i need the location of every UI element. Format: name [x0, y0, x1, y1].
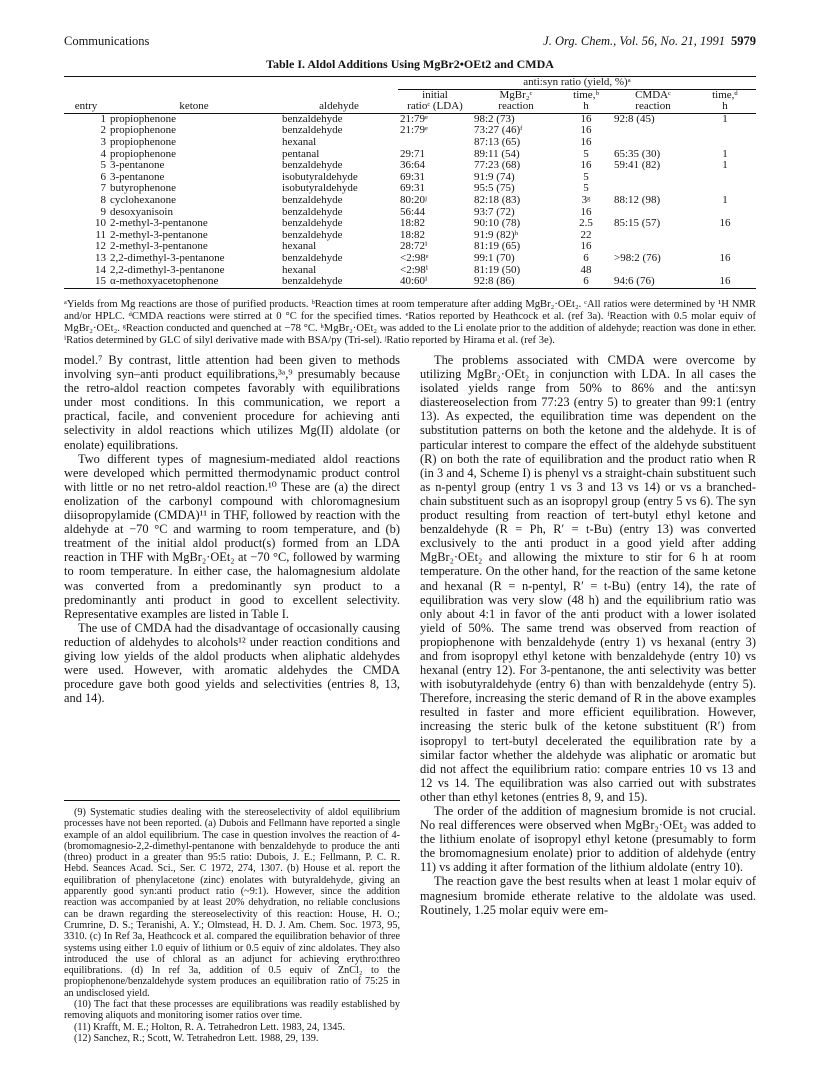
cell-entry: 15	[95, 275, 106, 288]
cell-time-mg: 16	[580, 159, 592, 172]
paragraph: model.⁷ By contrast, little attention had been given to methods involving syn–anti product equilibrations,³ᵃ,⁹ presumably because the retro-aldol reaction competes favorably with equilibrations under most conditions. In this communication, we report a practical, facile, and convenient procedure for achieving anti selectivity in aldol reactions which utilizes Mg(II) aldolate (or enolate) equilibrations.	[64, 353, 400, 452]
reference: (11) Krafft, M. E.; Holton, R. A. Tetrahedron Lett. 1983, 24, 1345.	[74, 1021, 346, 1033]
cell-time-mg: 3ᵍ	[581, 193, 591, 206]
cell-initial-ratio: 28:72ⁱ	[400, 240, 428, 253]
cell-aldehyde: hexanal	[282, 240, 317, 253]
cell-time-mg: 5	[583, 170, 589, 183]
paragraph: The problems associated with CMDA were overcome by utilizing MgBr₂·OEt₂ in conjunction with LDA. In all cases the isolated yields range from 50% to 86% and the anti:syn diastereoselection from 77:23 (entry 5) to greater than 99:1 (entry 13). As expected, the equilibration time was dependent on the substitution patterns on both the ketone and the aldehyde. It is of particular interest to compare the effect of the aldehyde substituent (R) on both the rate of equilibration and the product ratio when R (in 3 and 4, Scheme I) is phenyl vs a straight-chain substituent such as n-pentyl group (entry 1 vs 3 and 13 vs 14) or vs a branched-chain substituent such as an isopropyl group (entry 5 vs 6). The syn product resulting from reaction of tert-butyl ethyl ketone and benzaldehyde (R = Ph, R′ = t-Bu) (entry 13) was converted exclusively to the anti product in a good yield after adding MgBr₂·OEt₂ and allowing the mixture to stir for 6 h at room temperature. On the other hand, for the reaction of the same ketone and hexanal (R = n-pentyl, R′ = t-Bu) (entry 14), the rate of equilibration was very slow (48 h) and the equilibrium ratio was only about 4:1 in favor of the anti product with a lower isolated yield of 50%. The same trend was observed from reaction of propiophenone with benzaldehyde (entry 1) vs hexanal (entry 3) and from isopropyl ethyl ketone with benzaldehyde (entry 10) vs hexanal (entry 12). For 3-pentanone, the anti selectivity was better with isobutyraldehyde (entry 6) than with benzaldehyde (entry 5). Therefore, increasing the steric demand of R in the above examples resulted in faster and more efficient equilibration. However, increasing the steric bulk of the ketone substituent (R′) from isopropyl to tert-butyl decelerated the equilibration rate by a similar factor whether the aldehyde was aliphatic or aromatic but did not affect the equilibrium ratio: compare entries 10 vs 13 and 12 vs 14. The equilibration was also carried out with substrates other than ethyl ketones (entries 8, 9, and 15).	[420, 353, 756, 804]
cell-aldehyde: isobutyraldehyde	[282, 170, 358, 183]
cell-cmda-reaction: 59:41 (82)	[614, 159, 661, 172]
cell-ketone: α-methoxyacetophenone	[110, 275, 219, 288]
cell-ketone: propiophenone	[110, 124, 176, 137]
col-aldehyde: aldehyde	[319, 100, 359, 113]
col-time2-1: time,ᵈ	[712, 88, 738, 101]
running-header	[64, 34, 756, 52]
cell-entry: 7	[100, 182, 106, 195]
cell-initial-ratio: 56:44	[400, 205, 426, 218]
cell-mgbr2-reaction: 82:18 (83)	[474, 193, 521, 206]
cell-entry: 11	[95, 228, 106, 241]
group-header: anti:syn ratio (yield, %)ᵃ	[398, 77, 756, 89]
table-footnotes: ᵃYields from Mg reactions are those of purified products. ᵇReaction times at room temperature after adding MgBr₂·OEt₂. ᶜAll ratios were determined by ¹H NMR and/or HPLC. ᵈCMDA reactions were stirred at 0 °C for the specified times. ᵉRatios reported by Heathcock et al. (ref 3a). ᶠReaction with 0.5 molar equiv of MgBr₂·OEt₂. ᵍReaction conducted and quenched at −78 °C. ʰMgBr₂·OEt₂ was added to the Li enolate prior to the addition of aldehyde; reaction was done in ether. ⁱRatios determined by GLC of silyl derivative made with BSA/py (Tri-sel). ʲRatio reported by Hirama et al. (ref 3e).	[64, 299, 756, 346]
cell-time-mg: 5	[583, 147, 589, 160]
cell-cmda-reaction	[612, 125, 694, 137]
cell-ketone: 2,2-dimethyl-3-pentanone	[110, 251, 225, 264]
cell-time-mg: 5	[583, 182, 589, 195]
cell-mgbr2-reaction: 98:2 (73)	[474, 112, 515, 125]
cell-time-mg: 16	[580, 205, 592, 218]
cell-initial-ratio: 21:79ᵉ	[400, 112, 428, 125]
cell-ketone: propiophenone	[110, 135, 176, 148]
col-cmda-1: CMDAᶜ	[635, 88, 671, 101]
cell-entry: 12	[95, 240, 106, 253]
cell-cmda-reaction: 65:35 (30)	[614, 147, 661, 160]
cell-mgbr2-reaction: 81:19 (50)	[474, 263, 521, 276]
cell-cmda-reaction	[612, 230, 694, 242]
journal-name: J. Org. Chem., Vol. 56, No. 21, 1991	[543, 34, 725, 48]
cell-time-cmda: 1	[722, 193, 728, 206]
cell-ketone: cyclohexanone	[110, 193, 176, 206]
cell-time-cmda: 16	[719, 275, 731, 288]
left-column	[64, 353, 400, 705]
cell-time-mg: 16	[580, 112, 592, 125]
cell-mgbr2-reaction: 92:8 (86)	[474, 275, 515, 288]
cell-entry: 13	[95, 251, 106, 264]
cell-mgbr2-reaction: 89:11 (54)	[474, 147, 520, 160]
cell-ketone: desoxyanisoin	[110, 205, 173, 218]
reference: (10) The fact that these processes are equilibrations was readily established by removing aliquots and monitoring isomer ratios over time.	[64, 999, 400, 1022]
cell-time-cmda: 1	[722, 112, 728, 125]
table-body	[64, 114, 756, 288]
cell-time-mg: 2.5	[579, 217, 593, 230]
cell-mgbr2-reaction: 73:27 (46)ᶠ	[474, 124, 523, 137]
paragraph: The use of CMDA had the disadvantage of occasionally causing reduction of aldehydes to alcohols¹² under reaction conditions and giving low yields of the aldol products when aliphatic aldehydes were used. However, with aromatic aldehydes the CMDA procedure gave both good yields and selectivities (entries 8, 13, and 14).	[64, 620, 400, 706]
col-time2-2: h	[722, 100, 728, 113]
cell-cmda-reaction: >98:2 (76)	[614, 251, 661, 264]
cell-initial-ratio: <2:98ⁱ	[400, 263, 428, 276]
cell-aldehyde: isobutyraldehyde	[282, 182, 358, 195]
cell-aldehyde: benzaldehyde	[282, 159, 343, 172]
cell-time-mg: 22	[580, 228, 592, 241]
cell-initial-ratio	[398, 137, 472, 149]
cell-time-cmda: 1	[722, 147, 728, 160]
cell-mgbr2-reaction: 99:1 (70)	[474, 251, 515, 264]
cell-time-mg: 48	[580, 263, 592, 276]
cell-initial-ratio: 69:31	[400, 170, 426, 183]
cell-time-cmda	[694, 230, 756, 242]
cell-initial-ratio: 18:82	[400, 228, 426, 241]
cell-entry: 4	[100, 147, 106, 160]
cell-ketone: 2-methyl-3-pentanone	[110, 240, 208, 253]
cell-aldehyde: pentanal	[282, 147, 320, 160]
cell-aldehyde: benzaldehyde	[282, 112, 343, 125]
cell-cmda-reaction	[612, 137, 694, 149]
cell-mgbr2-reaction: 90:10 (78)	[474, 217, 521, 230]
cell-entry: 14	[95, 263, 106, 276]
cell-aldehyde: benzaldehyde	[282, 193, 343, 206]
col-initial-2: ratioᶜ (LDA)	[407, 100, 463, 113]
cell-aldehyde: benzaldehyde	[282, 251, 343, 264]
cell-time-mg: 6	[583, 275, 589, 288]
cell-mgbr2-reaction: 95:5 (75)	[474, 182, 515, 195]
cell-initial-ratio: 29:71	[400, 147, 426, 160]
cell-time-cmda	[694, 125, 756, 137]
cell-initial-ratio: 40:60ⁱ	[400, 275, 428, 288]
cell-mgbr2-reaction: 91:9 (82)ʰ	[474, 228, 519, 241]
cell-cmda-reaction	[612, 172, 694, 184]
cell-mgbr2-reaction: 77:23 (68)	[474, 159, 521, 172]
cell-entry: 3	[100, 135, 106, 148]
col-entry: entry	[74, 100, 98, 113]
cell-entry: 9	[100, 205, 106, 218]
cell-time-mg: 16	[580, 124, 592, 137]
cell-entry: 5	[100, 159, 106, 172]
paragraph: The reaction gave the best results when at least 1 molar equiv of magnesium bromide etherate relative to the aldolate was used. Routinely, 1.25 molar equiv were em-	[420, 874, 756, 917]
cell-mgbr2-reaction: 87:13 (65)	[474, 135, 521, 148]
cell-cmda-reaction: 94:6 (76)	[614, 275, 655, 288]
cell-ketone: propiophenone	[110, 112, 176, 125]
cell-mgbr2-reaction: 81:19 (65)	[474, 240, 521, 253]
cell-time-mg: 16	[580, 135, 592, 148]
cell-initial-ratio: 80:20ʲ	[400, 193, 427, 206]
page-number: 5979	[731, 34, 756, 48]
cell-cmda-reaction: 88:12 (98)	[614, 193, 661, 206]
cell-entry: 10	[95, 217, 106, 230]
cell-aldehyde: hexanal	[282, 135, 317, 148]
cell-initial-ratio: <2:98ᵉ	[400, 251, 429, 264]
paragraph: Two different types of magnesium-mediated aldol reactions were developed which permitted thermodynamic product control with little or no net retro-aldol reaction.¹⁰ These are (a) the direct enolization of the carbonyl compound with chloromagnesium diisopropylamide (CMDA)¹¹ in THF, followed by reaction with the aldehyde at −70 °C and warming to room temperature, and (b) treatment of the initial aldol product(s) formed from an LDA reaction in THF with MgBr₂·OEt₂ at −70 °C, followed by warming to room temperature. In either case, the halomagnesium aldolate was converted from a predominantly syn product to a predominantly anti product in good to excellent selectivity. Representative examples are listed in Table I.	[64, 451, 400, 621]
cell-time-cmda	[694, 172, 756, 184]
cell-ketone: butyrophenone	[110, 182, 176, 195]
cell-time-cmda: 16	[719, 217, 731, 230]
table-row	[64, 218, 756, 230]
cell-ketone: 3-pentanone	[110, 170, 165, 183]
col-time1-1: time,ᵇ	[573, 88, 599, 101]
cell-entry: 6	[100, 170, 106, 183]
cell-cmda-reaction: 92:8 (45)	[614, 112, 655, 125]
cell-initial-ratio: 18:82	[400, 217, 426, 230]
cell-mgbr2-reaction: 91:9 (74)	[474, 170, 515, 183]
cell-initial-ratio: 69:31	[400, 182, 426, 195]
table-row	[64, 253, 756, 265]
cell-aldehyde: benzaldehyde	[282, 124, 343, 137]
cell-entry: 8	[100, 193, 106, 206]
cell-aldehyde: benzaldehyde	[282, 205, 343, 218]
section-name: Communications	[64, 34, 150, 48]
cell-aldehyde: benzaldehyde	[282, 228, 343, 241]
cell-aldehyde: benzaldehyde	[282, 275, 343, 288]
cell-entry: 2	[100, 124, 106, 137]
table-row	[64, 276, 756, 288]
cell-time-mg: 6	[583, 251, 589, 264]
table-row	[64, 137, 756, 149]
cell-time-cmda	[694, 137, 756, 149]
cell-initial-ratio: 21:79ᵉ	[400, 124, 428, 137]
cell-ketone: 2-methyl-3-pentanone	[110, 228, 208, 241]
reference: (9) Systematic studies dealing with the stereoselectivity of aldol equilibrium processes have not been reported. (a) Dubois and Fellmann have reported a single example of an aldol equilibrium. The case in question involves the reaction of 4-(bromomagnesio-2,2-dimethyl-pentanone with benzaldehyde to produce the anti (threo) product in a greater than 95:5 ratio: Dubois, J. E.; Fellmann, P. C. R. Hebd. Seances Acad. Sci., Ser. C 1972, 274, 1307. (b) House et al. report the equilibration of phenylacetone (zinc) enolates with butyraldehyde, giving an apparently good syn:anti product ratio (~9:1). However, since the addition reaction was accompanied by at least 20% dehydration, no reliable conclusions can be drawn regarding the stereoselectivity of this reaction: House, H. O.; Crumrine, D. S.; Teranishi, A. Y.; Olmstead, H. D. J. Am. Chem. Soc. 1973, 95, 3310. (c) In Ref 3a, Heathcock et al. compared the equilibration behavior of three systems using either 1.0 equiv of lithium or 0.5 equiv of zinc aldolates. They also introduced the use of chloral as an adjunct for achieving erythro:threo equilibrations. (d) In ref 3a, addition of 0.5 equiv of ZnCl₂ to the propiophenone/benzaldehyde system produces an equilibration ratio of 75:25 in an undisclosed yield.	[64, 807, 400, 999]
cell-cmda-reaction: 85:15 (57)	[614, 217, 661, 230]
table-row	[64, 195, 756, 207]
cell-time-mg: 16	[580, 240, 592, 253]
cell-entry: 1	[100, 112, 106, 125]
cell-aldehyde: benzaldehyde	[282, 217, 343, 230]
table-row	[64, 160, 756, 172]
cell-ketone: 3-pentanone	[110, 159, 165, 172]
col-mg-2: reaction	[498, 100, 534, 113]
cell-ketone: 2,2-dimethyl-3-pentanone	[110, 263, 225, 276]
cell-aldehyde: hexanal	[282, 263, 317, 276]
col-ketone: ketone	[179, 100, 209, 113]
paragraph: The order of the addition of magnesium bromide is not crucial. No real differences were observed when MgBr₂·OEt₂ was added to the lithium enolate of isopropyl ethyl ketone (presumably to form the bromomagnesium enolate) prior to addition of aldehyde (entry 11) vs adding it after formation of the lithium aldolate (entry 10).	[420, 804, 756, 875]
cell-initial-ratio: 36:64	[400, 159, 426, 172]
cell-time-cmda: 1	[722, 159, 728, 172]
right-column	[420, 353, 756, 917]
col-cmda-2: reaction	[635, 100, 671, 113]
reference: (12) Sanchez, R.; Scott, W. Tetrahedron Lett. 1988, 29, 139.	[74, 1032, 319, 1044]
cell-mgbr2-reaction: 93:7 (72)	[474, 205, 515, 218]
references	[64, 800, 400, 1044]
cell-time-cmda: 16	[719, 251, 731, 264]
col-mg-1: MgBr₂ᶜ	[499, 88, 533, 101]
aldol-table	[64, 76, 756, 289]
col-initial-1: initial	[422, 88, 448, 101]
cell-ketone: 2-methyl-3-pentanone	[110, 217, 208, 230]
table-title: Table I. Aldol Additions Using MgBr2•OEt2 and CMDA	[266, 57, 554, 71]
cell-ketone: propiophenone	[110, 147, 176, 160]
journal-citation	[543, 34, 756, 49]
col-time1-2: h	[583, 100, 589, 113]
